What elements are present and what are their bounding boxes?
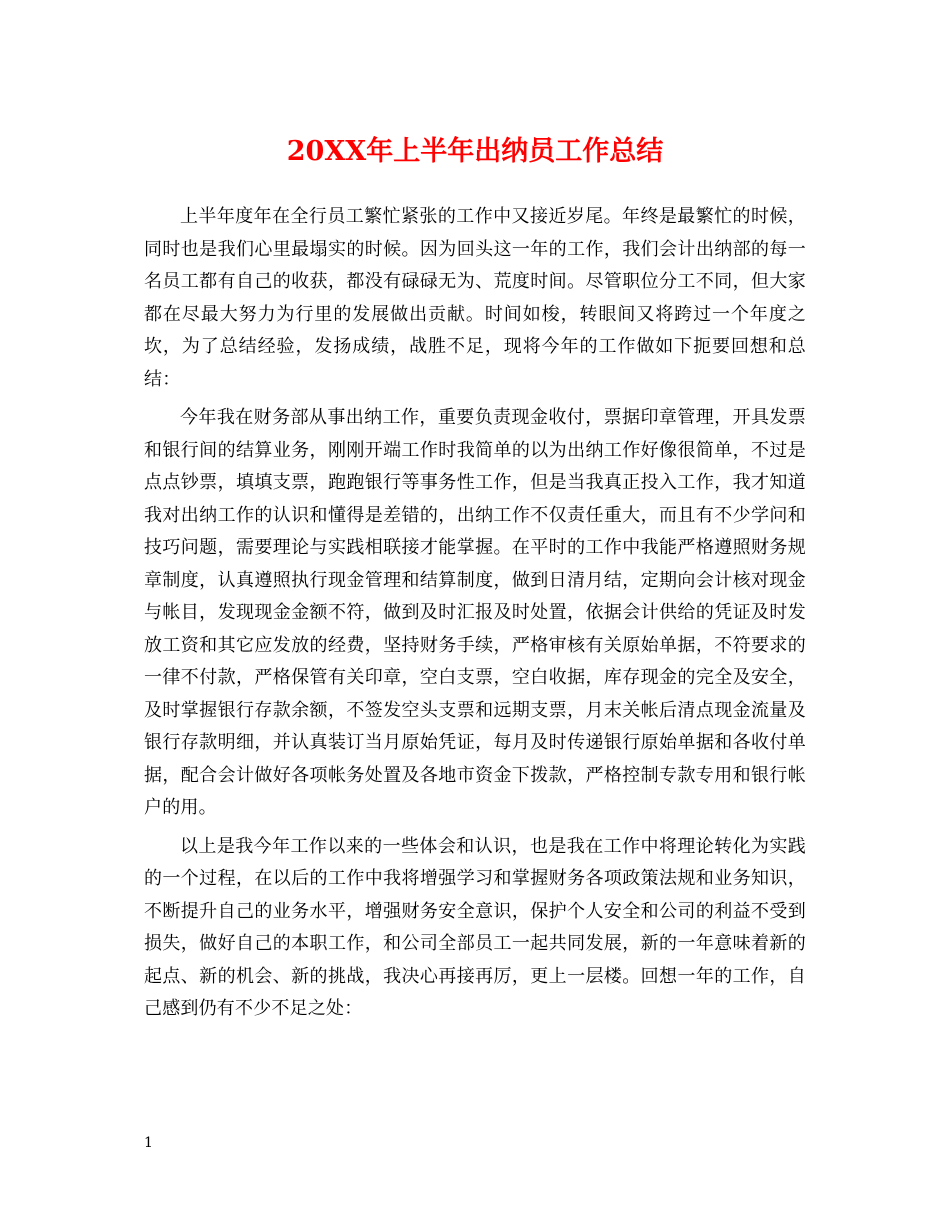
paragraph-duties: 今年我在财务部从事出纳工作，重要负责现金收付，票据印章管理，开具发票和银行间的结算业务，刚刚开端工作时我简单的以为出纳工作好像很简单，不过是点点钞票，填填支票，跑跑银行等事务性工作，但是当我真正投入工作，我才知道我对出纳工作的认识和懂得是差错的，出纳工作不仅责任重大，而且有不少学问和技巧问题，需要理论与实践相联接才能掌握。在平时的工作中我能严格遵照财务规章制度，认真遵照执行现金管理和结算制度，做到日清月结，定期向会计核对现金与帐目，发现现金金额不符，做到及时汇报及时处置，依据会计供给的凭证及时发放工资和其它应发放的经费，坚持财务手续，严格审核有关原始单据，不符要求的一律不付款，严格保管有关印章，空白支票，空白收据，库存现金的完全及安全，及时掌握银行存款余额，不签发空头支票和远期支票，月末关帐后清点现金流量及银行存款明细，并认真装订当月原始凭证，每月及时传递银行原始单据和各收付单据，配合会计做好各项帐务处置及各地市资金下拨款，严格控制专款专用和银行帐户的用。 xyxy=(144,407,806,818)
paragraph-intro: 上半年度年在全行员工繁忙紧张的工作中又接近岁尾。年终是最繁忙的时候，同时也是我们心里最塌实的时候。因为回头这一年的工作，我们会计出纳部的每一名员工都有自己的收获，都没有碌碌无为、荒度时间。尽管职位分工不同，但大家都在尽最大努力为行里的发展做出贡献。时间如梭，转眼间又将跨过一个年度之坎，为了总结经验，发扬成绩，战胜不足，现将今年的工作做如下扼要回想和总结： xyxy=(144,206,806,390)
page-number: 1 xyxy=(144,1135,153,1151)
document-body xyxy=(144,201,806,1026)
paragraph-reflection: 以上是我今年工作以来的一些体会和认识，也是我在工作中将理论转化为实践的一个过程，在以后的工作中我将增强学习和掌握财务各项政策法规和业务知识，不断提升自己的业务水平，增强财务安全意识，保护个人安全和公司的利益不受到损失，做好自己的本职工作，和公司全部员工一起共同发展，新的一年意味着新的起点、新的机会、新的挑战，我决心再接再厉，更上一层楼。回想一年的工作，自己感到仍有不少不足之处： xyxy=(144,835,806,1019)
document-title: 20XX年上半年出纳员工作总结 xyxy=(286,136,664,167)
